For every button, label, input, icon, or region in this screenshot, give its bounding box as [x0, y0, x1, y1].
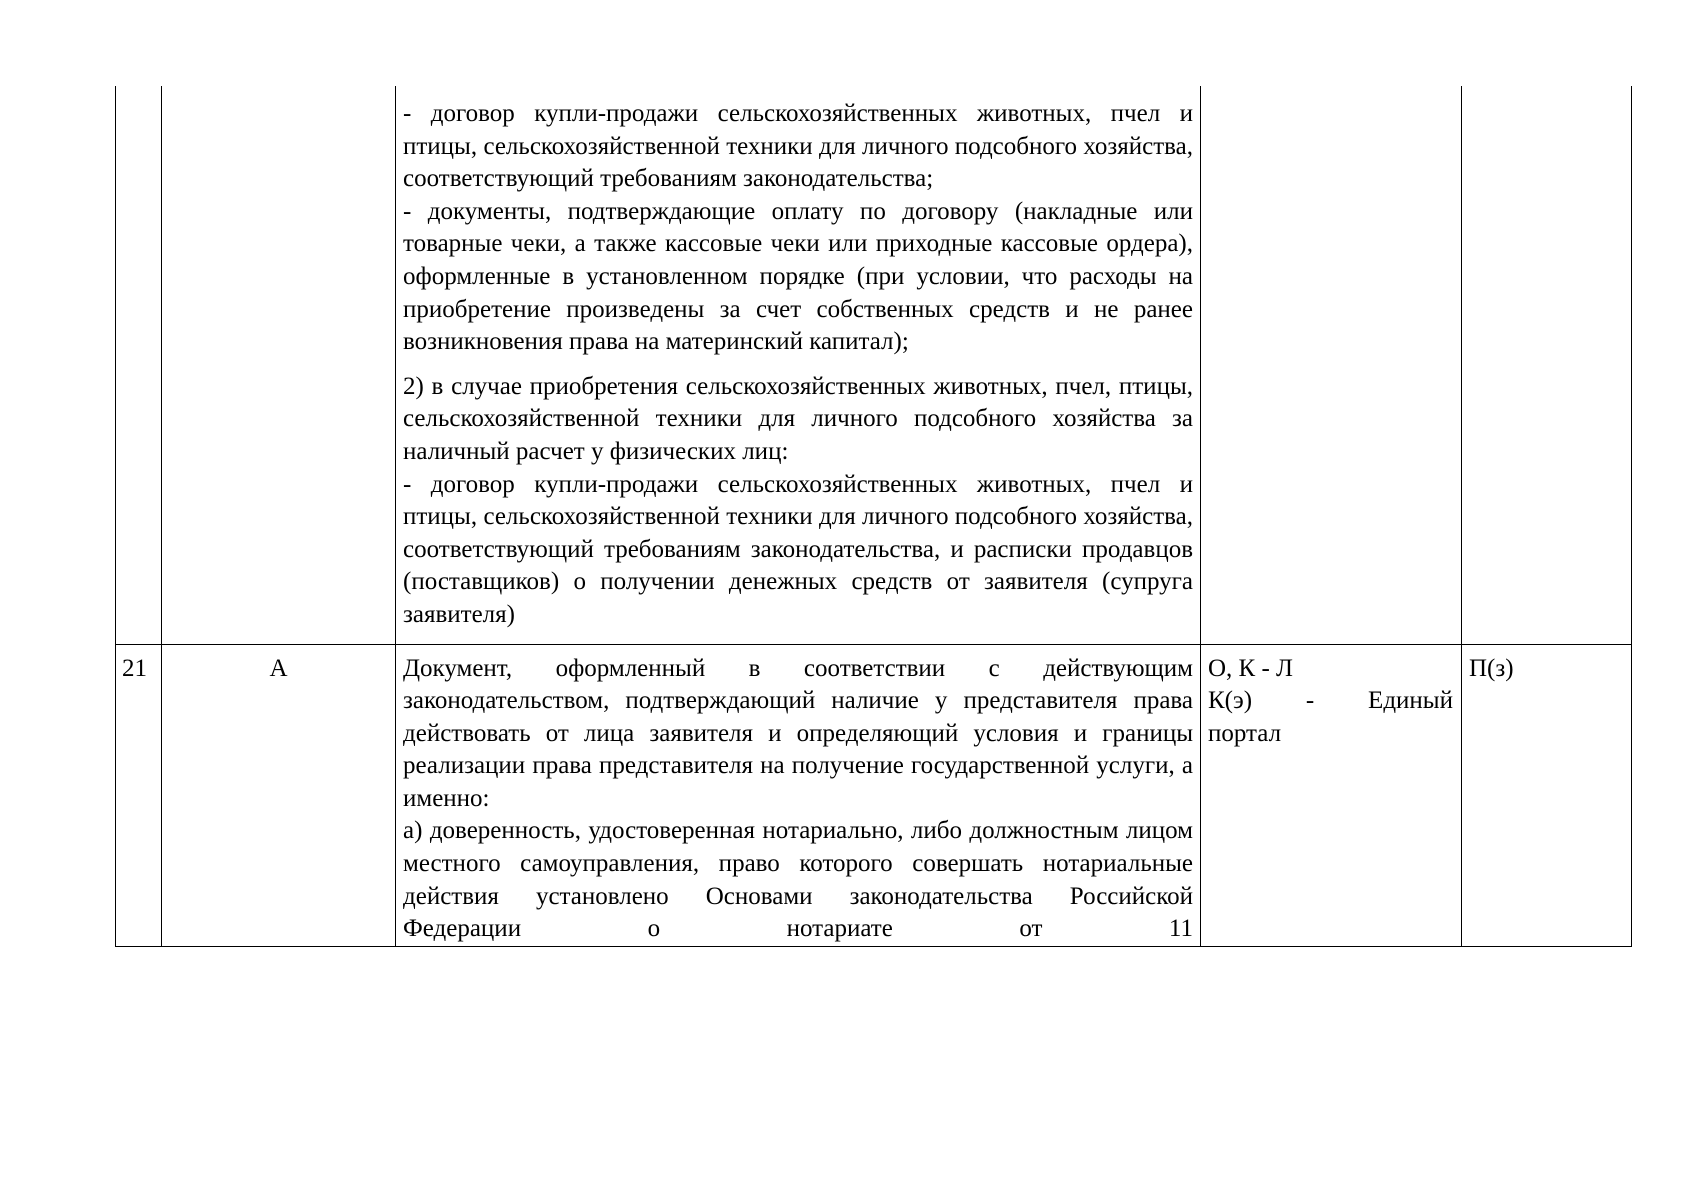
result-cell [1462, 86, 1632, 644]
paragraph: - договор купли-продажи сельскохозяйственных животных, пчел и птицы, сельскохозяйственной техники для личного подсобного хозяйства, соответствующий требованиям законодательства; [403, 100, 1193, 193]
number-cell [116, 86, 162, 644]
document-cell [396, 86, 1201, 644]
submission-cell [1201, 86, 1462, 644]
submission-code: К(э) [1208, 687, 1253, 715]
submission-line-3: портал [1208, 719, 1282, 747]
paragraph: Документ, оформленный в соответствии с действующим законодательством, подтверждающий наличие у представителя права действовать от лица заявителя и определяющий условия и границы реализации права представителя на получение государственной услуги, а именно: [403, 654, 1193, 812]
document-table [115, 86, 1632, 947]
submission-cell [1201, 644, 1462, 946]
category-cell [162, 86, 396, 644]
paragraph: - договор купли-продажи сельскохозяйственных животных, пчел и птицы, сельскохозяйственной техники для личного подсобного хозяйства, соответствующий требованиям законодательства, и расписки продавцов (поставщиков) о получении денежных средств от заявителя (супруга заявителя) [403, 470, 1193, 628]
category-value: А [269, 654, 288, 682]
result-cell [1462, 644, 1632, 946]
paragraph: а) доверенность, удостоверенная нотариально, либо должностным лицом местного самоуправления, право которого совершать нотариальные действия установлено Основами законодательства Российской Федерации о нотариате от 11 [403, 817, 1193, 943]
submission-dash: - [1305, 687, 1315, 715]
paragraph: - документы, подтверждающие оплату по договору (накладные или товарные чеки, а также кассовые чеки или приходные кассовые ордера), оформленные в установленном порядке (при условии, что расходы на приобретение произведены за счет собственных средств и не ранее возникновения права на материнский капитал); [403, 197, 1193, 356]
category-cell [162, 644, 396, 946]
number-cell [116, 644, 162, 946]
result-value: П(з) [1469, 654, 1514, 682]
paragraph: 2) в случае приобретения сельскохозяйственных животных, пчел, птицы, сельскохозяйственной техники для личного подсобного хозяйства за наличный расчет у физических лиц: [403, 372, 1193, 465]
document-cell [396, 644, 1201, 946]
row-number: 21 [122, 654, 147, 682]
submission-portal-word: Единый [1368, 687, 1453, 715]
table-row-continuation [116, 86, 1632, 644]
submission-line-2 [1208, 685, 1453, 718]
submission-line-1: О, К - Л [1208, 654, 1294, 682]
table-row-21 [116, 644, 1632, 946]
